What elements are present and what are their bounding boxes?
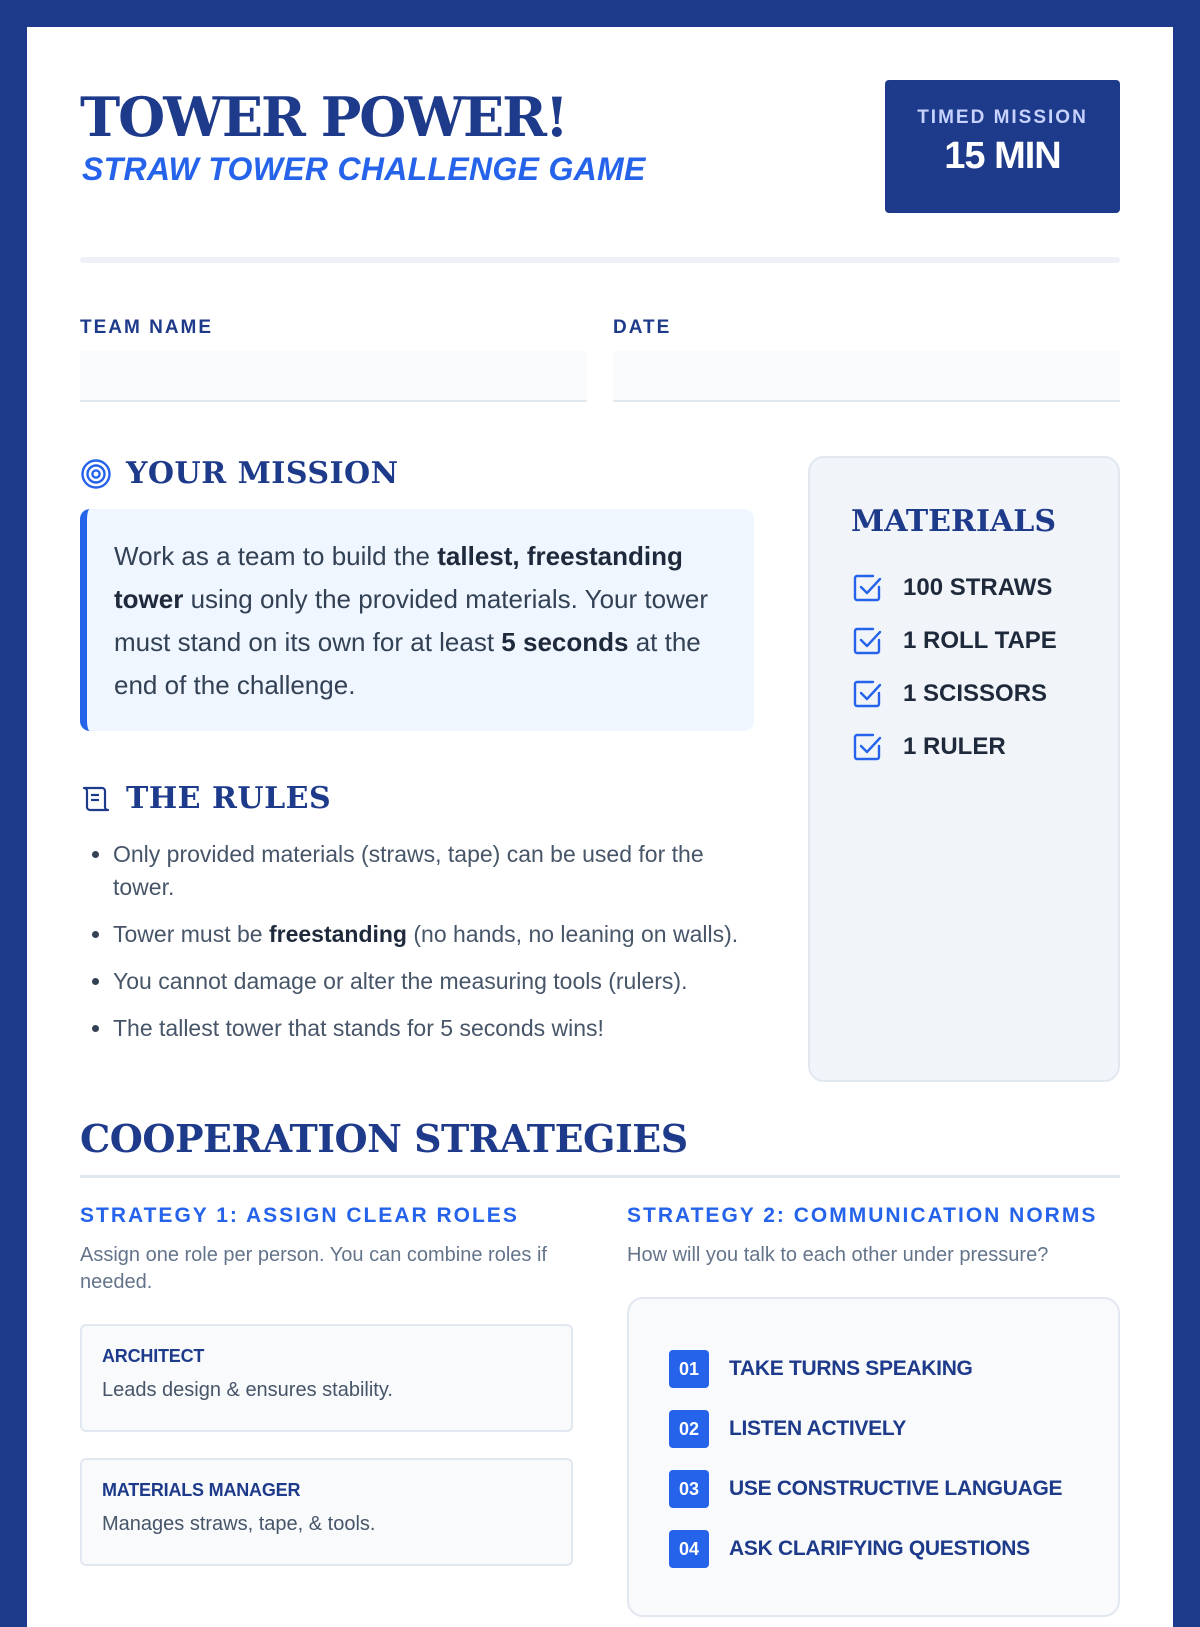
role-description: Manages straws, tape, & tools. <box>102 1513 376 1535</box>
materials-list <box>851 561 1118 773</box>
mission-heading-text: YOUR MISSION <box>126 456 399 491</box>
date-label: DATE <box>613 317 672 338</box>
checkbox-checked-icon <box>851 731 883 763</box>
norm-number-badge: 02 <box>669 1410 709 1448</box>
rules-heading-text: THE RULES <box>126 781 332 816</box>
material-item <box>851 667 1118 720</box>
rules-list <box>80 838 754 1045</box>
norm-item <box>669 1459 1118 1519</box>
worksheet <box>27 27 1173 1627</box>
rule-2-bold: freestanding <box>268 921 407 947</box>
rule-2-text-a: Tower must be <box>113 921 269 947</box>
timer-badge <box>885 80 1120 213</box>
material-label: 1 RULER <box>903 732 1006 760</box>
mission-column <box>80 456 754 1059</box>
materials-panel <box>808 456 1120 1082</box>
rule-item <box>113 1012 754 1045</box>
strategy-roles <box>80 1204 573 1566</box>
mission-text-3: at the end of the challenge. <box>114 627 701 700</box>
rule-item <box>113 965 754 998</box>
cooperation-heading: COOPERATION STRATEGIES <box>80 1116 688 1161</box>
mission-bold-2: 5 seconds <box>501 627 629 657</box>
rules-heading <box>80 781 754 816</box>
page-subtitle: STRAW TOWER CHALLENGE GAME <box>82 151 646 187</box>
timer-label: TIMED MISSION <box>917 107 1088 128</box>
mission-text-2: using only the provided materials. Your tower must stand on its own for at least <box>114 584 708 657</box>
mission-text-1: Work as a team to build the <box>114 541 438 571</box>
materials-heading: MATERIALS <box>851 504 1057 539</box>
date-input[interactable] <box>613 351 1120 402</box>
mission-bold-1: tallest, freestanding tower <box>114 541 683 614</box>
material-item <box>851 614 1118 667</box>
checkbox-checked-icon <box>851 572 883 604</box>
date-field-group <box>613 317 1120 402</box>
material-label: 100 STRAWS <box>903 573 1053 601</box>
mission-description <box>80 509 754 731</box>
rule-2-text-c: (no hands, no leaning on walls). <box>406 921 739 947</box>
role-name: MATERIALS MANAGER <box>102 1480 301 1500</box>
strategy-1-title: STRATEGY 1: ASSIGN CLEAR ROLES <box>80 1204 519 1227</box>
norm-number-badge: 03 <box>669 1470 709 1508</box>
role-card <box>80 1458 573 1566</box>
page-title: TOWER POWER! <box>80 85 567 149</box>
role-card <box>80 1324 573 1432</box>
target-icon <box>80 458 112 490</box>
norms-box <box>627 1297 1120 1617</box>
material-item <box>851 561 1118 614</box>
strategy-1-description: Assign one role per person. You can combine roles if needed. <box>80 1244 547 1293</box>
norm-text: TAKE TURNS SPEAKING <box>729 1357 973 1380</box>
material-item <box>851 720 1118 773</box>
rule-1-text: Only provided materials (straws, tape) can be used for the tower. <box>113 841 704 900</box>
scroll-icon <box>80 783 112 815</box>
team-name-label: TEAM NAME <box>80 317 214 338</box>
norm-item <box>669 1339 1118 1399</box>
norm-text: LISTEN ACTIVELY <box>729 1417 907 1440</box>
info-fields <box>80 317 1120 402</box>
rule-3-text: You cannot damage or alter the measuring tools (rulers). <box>113 968 688 994</box>
checkbox-checked-icon <box>851 678 883 710</box>
norm-number-badge: 01 <box>669 1350 709 1388</box>
strategy-communication <box>627 1204 1120 1617</box>
strategy-2-description: How will you talk to each other under pressure? <box>627 1244 1049 1266</box>
norm-number-badge: 04 <box>669 1530 709 1568</box>
role-name: ARCHITECT <box>102 1346 205 1366</box>
norm-item <box>669 1399 1118 1459</box>
header <box>80 27 1120 257</box>
checkbox-checked-icon <box>851 625 883 657</box>
material-label: 1 ROLL TAPE <box>903 626 1057 654</box>
norm-text: USE CONSTRUCTIVE LANGUAGE <box>729 1477 1063 1500</box>
norm-text: ASK CLARIFYING QUESTIONS <box>729 1537 1030 1560</box>
strategy-2-title: STRATEGY 2: COMMUNICATION NORMS <box>627 1204 1098 1227</box>
team-name-field-group <box>80 317 587 402</box>
timer-value: 15 MIN <box>944 135 1061 177</box>
role-description: Leads design & ensures stability. <box>102 1379 393 1401</box>
norm-item <box>669 1519 1118 1579</box>
material-label: 1 SCISSORS <box>903 679 1048 707</box>
mission-row <box>80 456 1120 1116</box>
strategies <box>80 1204 1120 1604</box>
mission-heading <box>80 456 754 491</box>
rule-item <box>113 838 754 904</box>
rule-item <box>113 918 754 951</box>
rule-4-text: The tallest tower that stands for 5 seconds wins! <box>113 1015 604 1041</box>
header-divider <box>80 257 1120 263</box>
team-name-input[interactable] <box>80 351 587 402</box>
cooperation-divider <box>80 1175 1120 1178</box>
